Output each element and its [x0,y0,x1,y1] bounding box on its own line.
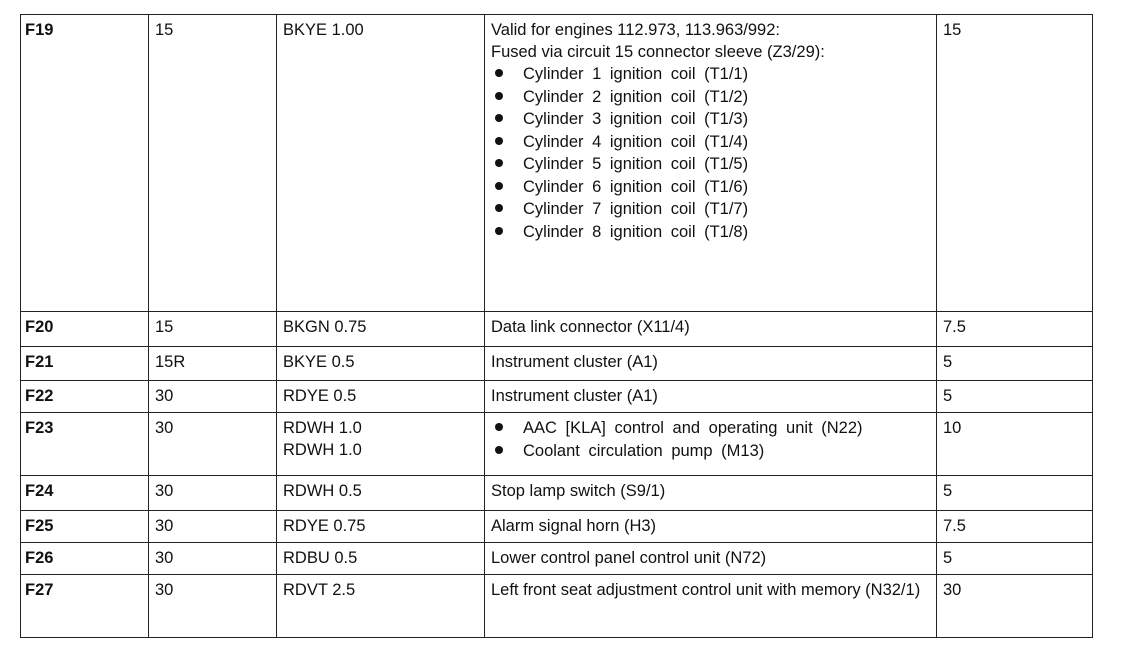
wire-cell [277,510,485,542]
description-line: Valid for engines 112.973, 113.963/992: [491,21,780,39]
bullet-icon [495,92,503,100]
amperage-cell: 7.5 [937,510,1093,542]
list-item [491,176,930,199]
table-row-f19 [21,15,1093,312]
bullet-icon [495,182,503,190]
amperage-cell: 15 [937,15,1093,312]
circuit-cell: 30 [149,542,277,574]
amperage-cell: 10 [937,413,1093,476]
list-item-text: Coolant circulation pump (M13) [523,441,765,460]
fuse-number-cell: F26 [21,542,149,574]
fuse-number-cell: F22 [21,381,149,413]
list-item [491,108,930,131]
list-item [491,198,930,221]
list-item [491,153,930,176]
amperage-cell: 30 [937,575,1093,638]
wire-spec: RDBU 0.5 [283,548,358,567]
wire-cell [277,15,485,312]
table-row-f26 [21,542,1093,574]
list-item [491,417,930,440]
wire-spec: BKYE 0.5 [283,352,355,371]
list-item [491,63,930,86]
table-row-f20 [21,312,1093,346]
bullet-icon [495,114,503,122]
wire-cell [277,542,485,574]
description-line: Alarm signal horn (H3) [491,516,657,535]
wire-cell [277,312,485,346]
fuse-number-cell: F19 [21,15,149,312]
list-item [491,86,930,109]
fuse-number-cell: F24 [21,476,149,510]
description-line: Lower control panel control unit (N72) [491,548,767,567]
wire-cell [277,575,485,638]
description-cell [485,346,937,380]
circuit-cell: 15 [149,15,277,312]
amperage-cell: 5 [937,542,1093,574]
circuit-cell: 30 [149,381,277,413]
wire-cell [277,346,485,380]
fuse-number-cell: F21 [21,346,149,380]
wire-spec: RDWH 1.0 [283,441,362,460]
bullet-icon [495,446,503,454]
wire-spec: RDYE 0.75 [283,516,366,535]
list-item-text: Cylinder 1 ignition coil (T1/1) [523,65,749,83]
description-cell [485,510,937,542]
wire-spec: RDYE 0.5 [283,387,357,406]
table-row-f22 [21,381,1093,413]
table-row-f25 [21,510,1093,542]
circuit-cell: 30 [149,575,277,638]
description-line: Fused via circuit 15 connector sleeve (Z3/29): [491,43,825,61]
list-item-text: AAC [KLA] control and operating unit (N22) [523,419,863,438]
wire-spec: RDWH 0.5 [283,482,362,501]
list-item-text: Cylinder 7 ignition coil (T1/7) [523,200,749,218]
bullet-icon [495,423,503,431]
wire-cell [277,381,485,413]
description-line: Left front seat adjustment control unit with memory (N32/1) [491,581,921,600]
fuse-number-cell: F27 [21,575,149,638]
wire-spec: RDWH 1.0 [283,419,362,438]
amperage-cell: 7.5 [937,312,1093,346]
wire-spec: BKYE 1.00 [283,21,364,39]
list-item [491,440,930,463]
consumer-list [491,63,930,243]
bullet-icon [495,227,503,235]
fuse-number-cell: F20 [21,312,149,346]
list-item [491,221,930,244]
description-line: Stop lamp switch (S9/1) [491,482,666,501]
table-row-f27 [21,575,1093,638]
table-row-f23 [21,413,1093,476]
list-item-text: Cylinder 5 ignition coil (T1/5) [523,155,749,173]
fuse-number-cell: F25 [21,510,149,542]
amperage-cell: 5 [937,476,1093,510]
description-line: Instrument cluster (A1) [491,387,658,406]
wire-cell [277,476,485,510]
description-cell [485,413,937,476]
bullet-icon [495,159,503,167]
description-cell [485,381,937,413]
bullet-icon [495,204,503,212]
list-item-text: Cylinder 4 ignition coil (T1/4) [523,132,749,151]
list-item-text: Cylinder 2 ignition coil (T1/2) [523,87,749,106]
fuse-allocation-table [20,14,1093,638]
description-cell [485,575,937,638]
circuit-cell: 30 [149,413,277,476]
circuit-cell: 15 [149,312,277,346]
list-item-text: Cylinder 6 ignition coil (T1/6) [523,177,749,196]
amperage-cell: 5 [937,381,1093,413]
wire-spec: RDVT 2.5 [283,581,356,600]
wire-spec: BKGN 0.75 [283,318,367,337]
circuit-cell: 30 [149,476,277,510]
consumer-list [491,417,930,462]
description-line: Instrument cluster (A1) [491,352,658,371]
circuit-cell: 15R [149,346,277,380]
description-cell [485,312,937,346]
fuse-number-cell: F23 [21,413,149,476]
list-item-text: Cylinder 8 ignition coil (T1/8) [523,222,749,241]
amperage-cell: 5 [937,346,1093,380]
bullet-icon [495,69,503,77]
table-row-f24 [21,476,1093,510]
description-cell [485,476,937,510]
circuit-cell: 30 [149,510,277,542]
list-item [491,131,930,154]
description-cell [485,542,937,574]
description-line: Data link connector (X11/4) [491,318,690,337]
bullet-icon [495,137,503,145]
wire-cell [277,413,485,476]
table-row-f21 [21,346,1093,380]
list-item-text: Cylinder 3 ignition coil (T1/3) [523,110,749,128]
description-cell [485,15,937,312]
